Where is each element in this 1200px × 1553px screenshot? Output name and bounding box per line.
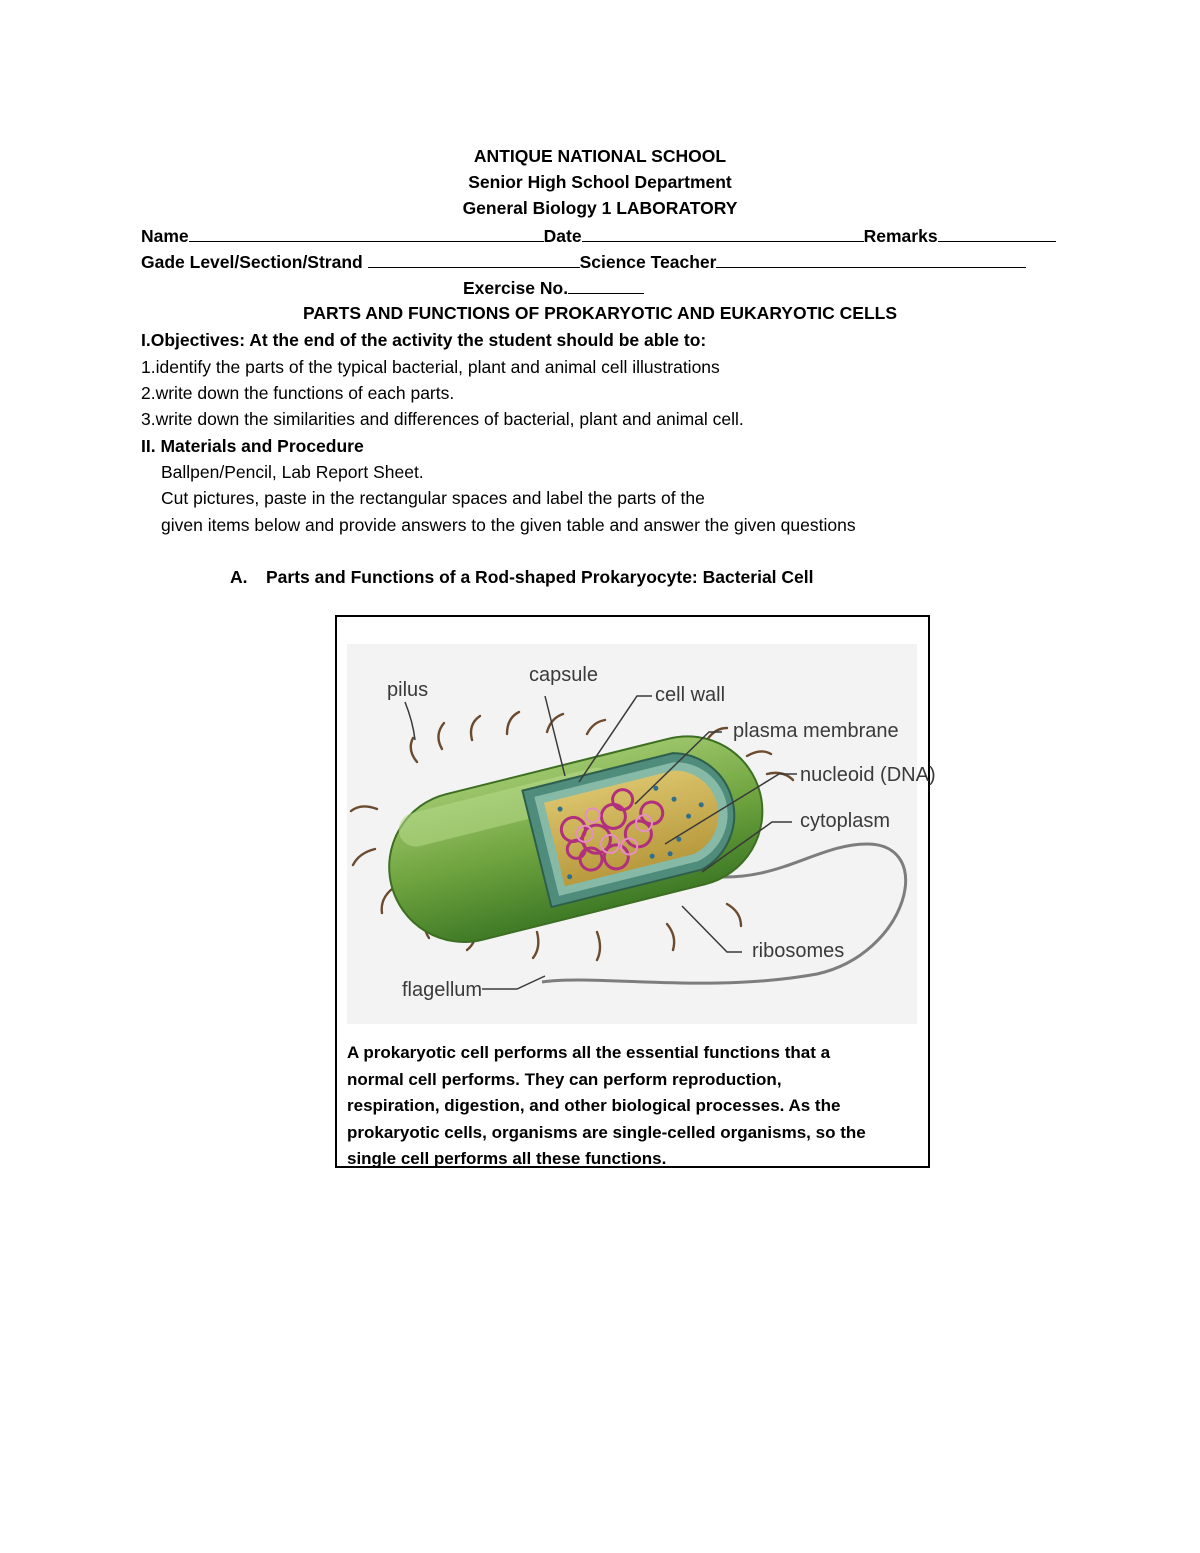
- objective-item: 3.write down the similarities and differences of bacterial, plant and animal cell.: [141, 409, 744, 429]
- procedure-line: given items below and provide answers to the given table and answer the given questions: [161, 515, 856, 535]
- name-label: Name: [141, 226, 189, 246]
- label-cytoplasm: cytoplasm: [800, 810, 891, 832]
- label-nucleoid: nucleoid (DNA): [800, 764, 936, 786]
- label-flagellum: flagellum: [402, 979, 483, 1001]
- section-a-marker: A.: [230, 567, 248, 587]
- label-pilus: pilus: [387, 679, 429, 701]
- materials-heading: II. Materials and Procedure: [141, 436, 364, 456]
- caption-line: prokaryotic cells, organisms are single-celled organisms, so the: [347, 1122, 866, 1142]
- materials-line: Ballpen/Pencil, Lab Report Sheet.: [161, 462, 424, 482]
- date-blank[interactable]: [582, 224, 864, 242]
- caption-line: single cell performs all these functions.: [347, 1149, 667, 1168]
- activity-title: PARTS AND FUNCTIONS OF PROKARYOTIC AND EUKARYOTIC CELLS: [302, 303, 898, 323]
- department-name: Senior High School Department: [468, 172, 732, 192]
- grade-blank[interactable]: [368, 250, 580, 268]
- exercise-label: Exercise No.: [463, 278, 569, 298]
- grade-label: Gade Level/Section/Strand: [141, 252, 363, 272]
- course-name: General Biology 1 LABORATORY: [462, 198, 738, 218]
- section-a-title: Parts and Functions of a Rod-shaped Prokaryocyte: Bacterial Cell: [266, 567, 814, 587]
- objective-item: 1.identify the parts of the typical bacterial, plant and animal cell illustrations: [141, 357, 720, 377]
- exercise-blank[interactable]: [568, 276, 644, 294]
- remarks-label: Remarks: [863, 226, 938, 246]
- label-ribosomes: ribosomes: [752, 940, 845, 962]
- procedure-line: Cut pictures, paste in the rectangular spaces and label the parts of the: [161, 488, 705, 508]
- exercise-row: [463, 276, 644, 299]
- label-plasma-membrane: plasma membrane: [733, 720, 899, 742]
- school-name: ANTIQUE NATIONAL SCHOOL: [473, 146, 727, 166]
- date-label: Date: [543, 226, 582, 246]
- grade-row: [141, 250, 1026, 273]
- bacterial-cell-diagram: [347, 644, 936, 1024]
- remarks-blank[interactable]: [938, 224, 1056, 242]
- figure-caption: [347, 1040, 922, 1173]
- figure-box: [335, 615, 936, 1168]
- caption-line: normal cell performs. They can perform reproduction,: [347, 1069, 782, 1089]
- caption-line: respiration, digestion, and other biological processes. As the: [347, 1096, 841, 1115]
- name-row: [141, 224, 1056, 247]
- name-blank[interactable]: [189, 224, 544, 242]
- objective-item: 2.write down the functions of each parts.: [141, 383, 455, 403]
- teacher-blank[interactable]: [716, 250, 1026, 268]
- label-cell-wall: cell wall: [655, 684, 726, 706]
- teacher-label: Science Teacher: [579, 252, 717, 272]
- label-capsule: capsule: [529, 664, 598, 686]
- objectives-heading: I.Objectives: At the end of the activity the student should be able to:: [141, 330, 707, 350]
- caption-line: A prokaryotic cell performs all the essential functions that a: [347, 1043, 831, 1062]
